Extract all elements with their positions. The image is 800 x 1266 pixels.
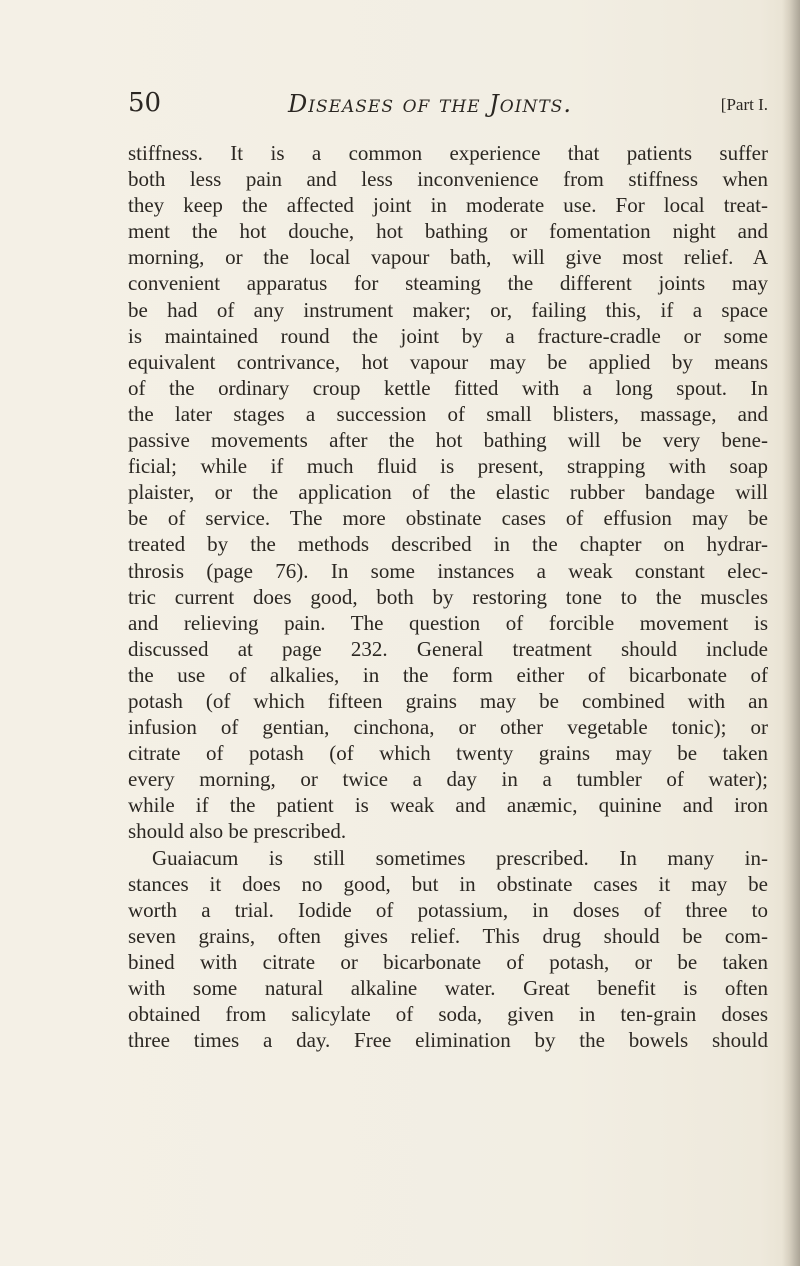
text-line: plaister, or the application of the elastic rubber bandage will	[128, 480, 768, 505]
text-line: the later stages a succession of small blisters, massage, and	[128, 401, 768, 426]
paragraph-2	[128, 845, 768, 1054]
text-line: citrate of potash (of which twenty grains may be taken	[128, 741, 768, 766]
text-line: throsis (page 76). In some instances a weak constant elec-	[128, 558, 768, 583]
text-line: infusion of gentian, cinchona, or other vegetable tonic); or	[128, 715, 768, 740]
text-line: the use of alkalies, in the form either of bicarbonate of	[128, 662, 768, 687]
text-line: bined with citrate or bicarbonate of potash, or be taken	[128, 949, 768, 974]
text-line: is maintained round the joint by a fracture-cradle or some	[128, 323, 768, 348]
text-line: ment the hot douche, hot bathing or fomentation night and	[128, 219, 768, 244]
text-line: while if the patient is weak and anæmic, quinine and iron	[128, 793, 768, 818]
text-line: Guaiacum is still sometimes prescribed. In many in-	[152, 845, 768, 870]
paragraph-1	[128, 140, 768, 845]
page-edge-shadow	[782, 0, 800, 1266]
text-line: treated by the methods described in the chapter on hydrar-	[128, 532, 768, 557]
text-line: be of service. The more obstinate cases of effusion may be	[128, 506, 768, 531]
part-label: [Part I.	[720, 95, 768, 114]
text-line: discussed at page 232. General treatment should include	[128, 636, 768, 661]
text-line: both less pain and less inconvenience from stiffness when	[128, 167, 768, 192]
text-line: equivalent contrivance, hot vapour may be applied by means	[128, 349, 768, 374]
running-title: Diseases of the Joints.	[288, 90, 572, 118]
text-line: obtained from salicylate of soda, given in ten-grain doses	[128, 1002, 768, 1027]
text-line: with some natural alkaline water. Great benefit is often	[128, 976, 768, 1000]
page-header	[128, 88, 768, 118]
text-line: tric current does good, both by restoring tone to the muscles	[128, 584, 768, 609]
text-line: convenient apparatus for steaming the different joints may	[128, 271, 768, 296]
text-line: stiffness. It is a common experience that patients suffer	[128, 141, 768, 165]
text-line: morning, or the local vapour bath, will give most relief. A	[128, 245, 768, 270]
text-line: worth a trial. Iodide of potassium, in doses of three to	[128, 897, 768, 922]
text-line: stances it does no good, but in obstinate cases it may be	[128, 871, 768, 896]
text-line: passive movements after the hot bathing will be very bene-	[128, 428, 768, 453]
text-line: potash (of which fifteen grains may be combined with an	[128, 688, 768, 713]
text-line: every morning, or twice a day in a tumbler of water);	[128, 767, 768, 792]
text-line: be had of any instrument maker; or, failing this, if a space	[128, 297, 768, 322]
text-line: should also be prescribed.	[128, 819, 347, 844]
text-line: of the ordinary croup kettle fitted with a long spout. In	[128, 375, 768, 400]
page-number: 50	[128, 88, 162, 118]
text-line: and relieving pain. The question of forcible movement is	[128, 610, 768, 635]
text-line: three times a day. Free elimination by the bowels should	[128, 1028, 768, 1053]
body-text	[128, 140, 768, 1053]
text-line: they keep the affected joint in moderate use. For local treat-	[128, 193, 768, 218]
text-line: seven grains, often gives relief. This drug should be com-	[128, 923, 768, 948]
text-line: ficial; while if much fluid is present, strapping with soap	[128, 454, 768, 479]
